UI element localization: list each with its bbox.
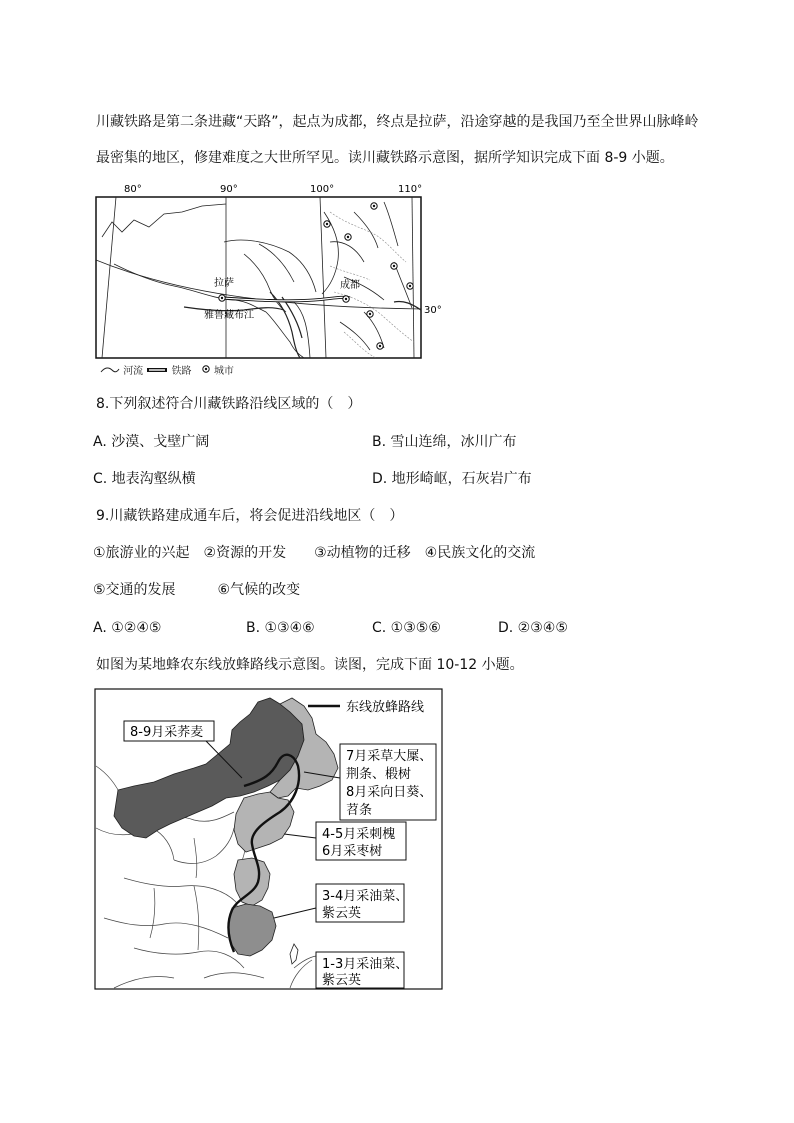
q9-option-b[interactable]: B. ①③④⑥ [246,620,315,636]
q9-items-line-1: ①旅游业的兴起 ②资源的开发 ③动植物的迁移 ④民族文化的交流 [93,545,536,561]
box-july-line-3: 8月采向日葵、 [346,785,433,800]
label-lhasa: 拉萨 [214,278,234,289]
label-chengdu: 成都 [340,280,360,291]
q8-option-a[interactable]: A. 沙漠、戈壁广阔 [93,434,210,450]
river-legend-icon [100,365,120,379]
map1-legend [100,364,234,380]
box-july-line-2: 荆条、椴树 [346,767,412,782]
box-jan-line-2: 紫云英 [322,973,362,988]
q8-option-b[interactable]: B. 雪山连绵，冰川广布 [372,434,517,450]
box-april-line-1: 4-5月采刺槐 [322,827,396,842]
legend-river-label: 河流 [123,365,144,377]
lon-label-100: 100° [310,184,335,195]
box-march-line-2: 紫云英 [322,906,362,921]
lat-label-30: 30° [424,305,442,316]
lon-label-90: 90° [220,184,238,195]
lon-label-110: 110° [398,184,423,195]
box-march-line-1: 3-4月采油菜、 [322,889,409,904]
box-july-line-4: 苕条 [346,803,373,818]
q9-option-c[interactable]: C. ①③⑤⑥ [372,620,441,636]
lon-label-80: 80° [124,184,142,195]
q9-items-line-2: ⑤交通的发展 ⑥气候的改变 [93,582,301,598]
box-july-line-1: 7月采草大屟、 [346,749,433,764]
box-buckwheat-text: 8-9月采荞麦 [130,725,204,740]
q9-option-a[interactable]: A. ①②④⑤ [93,620,162,636]
sichuan-tibet-railway-map [94,182,442,362]
label-yarlung-river: 雅鲁藏布江 [204,310,254,321]
legend-railway-label: 铁路 [171,365,192,377]
railway-legend-icon [146,365,168,379]
box-april-line-2: 6月采枣树 [322,844,383,859]
intro-line-1: 川藏铁路是第二条进藏“天路”，起点为成都，终点是拉萨，沿途穿越的是我国乃至全世界山脉峰岭 [96,114,699,130]
box-jan-line-1: 1-3月采油菜、 [322,957,409,972]
legend-city-label: 城市 [213,365,234,377]
city-legend-icon [201,364,211,379]
q8-stem: 8.下列叙述符合川藏铁路沿线区域的（ ） [96,396,362,412]
q9-option-d[interactable]: D. ②③④⑤ [498,620,568,636]
q8-option-d[interactable]: D. 地形崎岖，石灰岩广布 [372,471,532,487]
intro-line-2: 最密集的地区，修建难度之大世所罕见。读川藏铁路示意图，据所学知识完成下面 8-9 小题。 [96,150,674,166]
q9-stem: 9.川藏铁路建成通车后，将会促进沿线地区（ ） [96,508,404,524]
route-legend-label: 东线放蜂路线 [346,700,425,715]
q8-option-c[interactable]: C. 地表沟壑纵横 [93,471,196,487]
intro2-text: 如图为某地蜂农东线放蜂路线示意图。读图，完成下面 10-12 小题。 [96,657,524,673]
beekeeping-route-map [94,688,444,992]
